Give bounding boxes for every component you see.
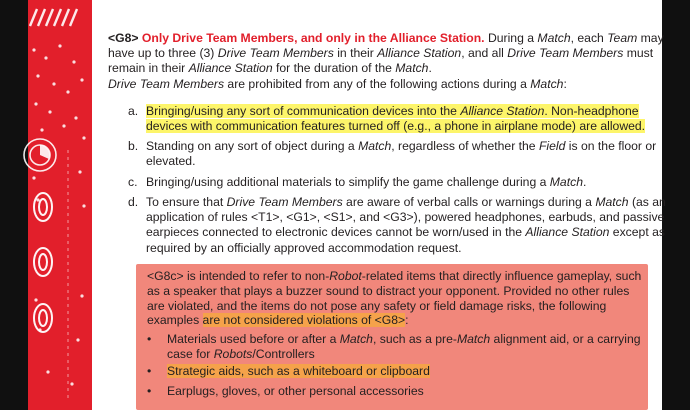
text-run: are prohibited from any of the following actions during a xyxy=(224,76,531,91)
rule-content xyxy=(108,0,668,410)
text-run: except as required by an officially approved accommodation request. xyxy=(146,225,665,255)
rule-heading-paragraph xyxy=(108,31,668,77)
italic-term: Team xyxy=(607,31,638,45)
list-item-text xyxy=(146,104,672,134)
rule-intro xyxy=(108,31,668,92)
text-run: for the duration of the xyxy=(272,61,396,76)
sidebar-pattern-icon xyxy=(28,0,92,410)
list-item-text xyxy=(146,195,672,256)
text-run: Strategic aids, such as a whiteboard or clipboard xyxy=(167,364,430,378)
text-run: , such as a pre- xyxy=(372,332,457,346)
italic-term: Drive Team Members xyxy=(217,46,334,61)
rule-prohibited-text xyxy=(108,77,668,92)
list-marker: b. xyxy=(128,139,139,153)
note-bullet-text xyxy=(167,332,643,362)
yellow-highlight xyxy=(146,104,645,133)
note-bullet-text xyxy=(167,384,643,399)
text-run: Materials used before or after a xyxy=(167,332,340,346)
italic-term: Match xyxy=(395,61,429,76)
text-run: is on the floor or elevated. xyxy=(146,139,657,169)
italic-term: Match xyxy=(456,332,491,346)
text-run: , and all xyxy=(461,46,508,61)
bullet-icon: • xyxy=(147,332,152,346)
bullet-icon: • xyxy=(147,384,152,398)
list-item-text xyxy=(146,139,672,169)
italic-term: Drive Team Members xyxy=(226,195,343,209)
note-bullet-text xyxy=(167,364,643,379)
italic-term: Alliance Station xyxy=(377,46,462,61)
text-run: Earplugs, gloves, or other personal accessories xyxy=(167,384,424,398)
italic-term: Match xyxy=(537,31,571,45)
text-run: . Non-headphone devices with communication features turned off (e.g., a phone in airplane mode) are allowed. xyxy=(146,104,646,134)
text-run: To ensure that xyxy=(146,195,227,209)
italic-term: Robots xyxy=(213,347,253,362)
italic-term: Match xyxy=(530,76,564,91)
text-run: Bringing/using any sort of communication devices into the xyxy=(146,104,461,118)
italic-term: Match xyxy=(358,139,392,153)
list-marker: c. xyxy=(128,175,138,189)
text-run: . xyxy=(428,61,432,76)
text-run: , regardless of whether the xyxy=(391,139,539,153)
note-text xyxy=(147,269,643,328)
rule-id: <G8> xyxy=(108,31,139,45)
italic-term: Robot xyxy=(329,269,362,283)
text-run: may have up to three (3) xyxy=(108,31,664,61)
text-run: must remain in their xyxy=(108,46,654,76)
text-run: alignment aid, or a carrying case for xyxy=(167,332,641,362)
italic-term: Alliance Station xyxy=(525,225,610,240)
manual-page xyxy=(28,0,666,410)
text-run: During a xyxy=(484,31,538,45)
italic-term: Match xyxy=(595,195,629,209)
highlighted-text-run: are not considered violations of <G8> xyxy=(202,313,406,328)
text-run: are aware of verbal calls or warnings during a xyxy=(342,195,596,209)
orange-highlight xyxy=(167,364,430,378)
list-marker: a. xyxy=(128,104,139,118)
text-run: /Controllers xyxy=(252,347,315,362)
red-decorative-sidebar xyxy=(28,0,92,410)
text-run: Bringing/using additional materials to simplify the game challenge during a xyxy=(146,175,550,189)
italic-term: Match xyxy=(549,175,583,189)
italic-term: Alliance Station xyxy=(460,104,545,118)
text-run: Standing on any sort of object during a xyxy=(146,139,359,153)
text-run: <G8c> is intended to refer to non- xyxy=(147,269,330,283)
list-item-text xyxy=(146,175,672,190)
text-run: -related items that directly influence gameplay, such as a speaker that plays a buzzer sound to distract your opponent. Provided no other rules are violated, and the items do not pose any safety or field damage risks, the following examples xyxy=(147,269,642,328)
text-run: in their xyxy=(333,46,378,61)
text-run: (as an application of rules <T1>, <G1>, <S1>, and <G3>), powered headphones, earbuds, and passive earpieces connected to electronic devices cannot be worn/used in the xyxy=(146,195,666,240)
text-run: : xyxy=(563,76,567,91)
italic-term: Alliance Station xyxy=(188,61,273,76)
italic-term: Match xyxy=(339,332,373,346)
list-marker: d. xyxy=(128,195,139,209)
italic-term: Drive Team Members xyxy=(108,76,225,91)
text-run: . xyxy=(582,175,587,189)
text-run: : xyxy=(405,313,409,328)
rule-title: Only Drive Team Members, and only in the Alliance Station. xyxy=(141,31,485,45)
italic-term: Drive Team Members xyxy=(507,46,624,61)
text-run: , each xyxy=(570,31,608,45)
bullet-icon: • xyxy=(147,364,152,378)
blue-box-note xyxy=(136,264,648,410)
italic-term: Field xyxy=(538,139,566,153)
